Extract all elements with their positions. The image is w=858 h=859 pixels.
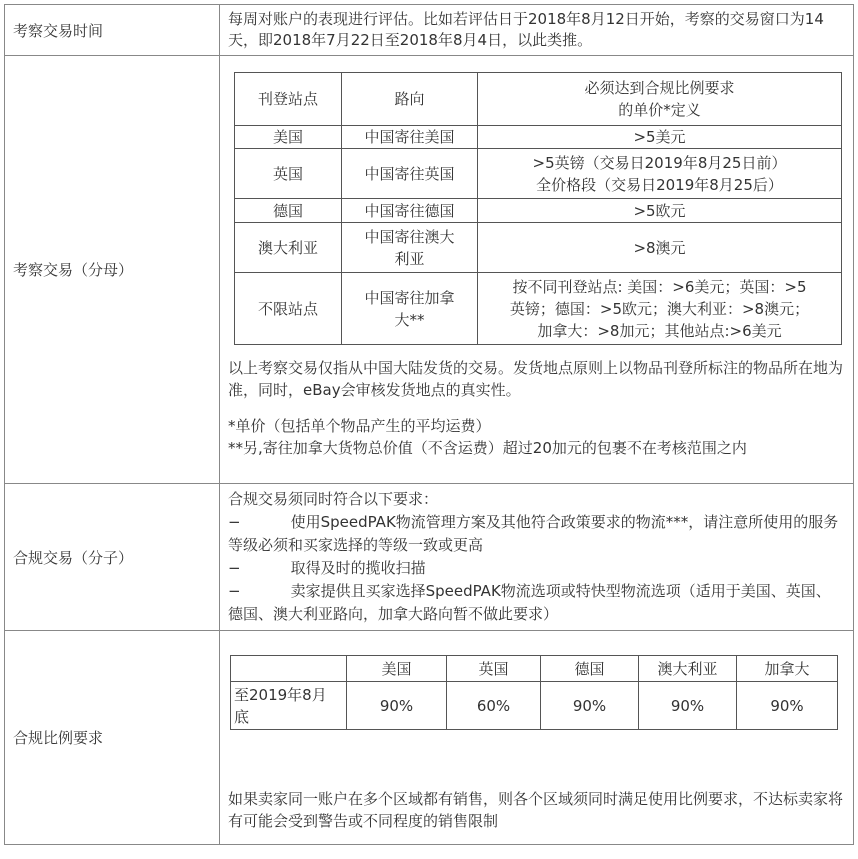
header-price: 必须达到合规比例要求 的单价*定义 (478, 73, 842, 126)
table-row (235, 126, 842, 149)
cell-numerator (220, 484, 854, 631)
site-cell: 美国 (235, 126, 342, 149)
route-cell: 中国寄往加拿 大** (342, 273, 478, 345)
row-numerator (5, 484, 854, 631)
label-evaluation-period: 考察交易时间 (5, 5, 220, 56)
ratio-value: 60% (447, 682, 541, 730)
dash-marker: − (228, 582, 241, 600)
site-cell: 不限站点 (235, 273, 342, 345)
route-cell: 中国寄往英国 (342, 149, 478, 199)
header-uk: 英国 (447, 656, 541, 682)
ratio-value-row (231, 682, 838, 730)
label-ratio: 合规比例要求 (5, 631, 220, 845)
note-canada: **另,寄往加拿大货物总价值（不含运费）超过20加元的包裹不在考核范围之内 (228, 439, 747, 457)
cell-ratio (220, 631, 854, 845)
route-cell: 中国寄往德国 (342, 199, 478, 223)
policy-table (4, 4, 854, 845)
table-row (235, 149, 842, 199)
ratio-value: 90% (639, 682, 737, 730)
ratio-value: 90% (541, 682, 639, 730)
header-ca: 加拿大 (737, 656, 838, 682)
row-denominator (5, 56, 854, 484)
requirement-item (228, 511, 845, 557)
ratio-table (230, 655, 838, 730)
ratio-value: 90% (347, 682, 447, 730)
table-row (235, 273, 842, 345)
price-cell: 按不同刊登站点: 美国：>6美元；英国：>5 英镑；德国：>5欧元；澳大利亚：>8澳元； 加拿大：>8加元；其他站点:>6美元 (478, 273, 842, 345)
price-cell: >8澳元 (478, 223, 842, 273)
price-cell: >5英镑（交易日2019年8月25日前） 全价格段（交易日2019年8月25后） (478, 149, 842, 199)
header-site: 刊登站点 (235, 73, 342, 126)
price-table-header (235, 73, 842, 126)
ratio-header-row (231, 656, 838, 682)
numerator-intro: 合规交易须同时符合以下要求： (228, 490, 439, 508)
requirement-text: 使用SpeedPAK物流管理方案及其他符合政策要求的物流***，请注意所使用的服务等级必须和买家选择的等级一致或更高 (228, 513, 839, 554)
note-unit-price: *单价（包括单个物品产生的平均运费） (228, 417, 491, 435)
price-cell: >5美元 (478, 126, 842, 149)
label-denominator: 考察交易（分母） (5, 56, 220, 484)
row-evaluation-period (5, 5, 854, 56)
requirement-item (228, 580, 845, 626)
requirement-item (228, 557, 845, 580)
requirement-text: 取得及时的揽收扫描 (290, 559, 426, 577)
row-ratio (5, 631, 854, 845)
ratio-value: 90% (737, 682, 838, 730)
note-origin: 以上考察交易仅指从中国大陆发货的交易。发货地点原则上以物品刊登所标注的物品所在地为准，同时，eBay会审核发货地点的真实性。 (228, 359, 844, 399)
dash-marker: − (228, 559, 241, 577)
site-cell: 英国 (235, 149, 342, 199)
dash-marker: − (228, 513, 241, 531)
site-cell: 澳大利亚 (235, 223, 342, 273)
header-blank (231, 656, 347, 682)
text-evaluation-period: 每周对账户的表现进行评估。比如若评估日于2018年8月12日开始，考察的交易窗口为14 天，即2018年7月22日至2018年8月4日，以此类推。 (220, 5, 854, 56)
price-cell: >5欧元 (478, 199, 842, 223)
route-cell: 中国寄往美国 (342, 126, 478, 149)
site-cell: 德国 (235, 199, 342, 223)
table-row (235, 223, 842, 273)
requirement-text: 卖家提供且买家选择SpeedPAK物流选项或特快型物流选项（适用于美国、英国、德国、澳大利亚路向，加拿大路向暂不做此要求） (228, 582, 831, 623)
header-us: 美国 (347, 656, 447, 682)
note-multi-region: 如果卖家同一账户在多个区域都有销售，则各个区域须同时满足使用比例要求，不达标卖家将有可能会受到警告或不同程度的销售限制 (228, 790, 844, 830)
header-de: 德国 (541, 656, 639, 682)
header-route: 路向 (342, 73, 478, 126)
period-label: 至2019年8月 底 (231, 682, 347, 730)
price-threshold-table (234, 72, 842, 345)
label-numerator: 合规交易（分子） (5, 484, 220, 631)
header-au: 澳大利亚 (639, 656, 737, 682)
cell-denominator (220, 56, 854, 484)
table-row (235, 199, 842, 223)
route-cell: 中国寄往澳大 利亚 (342, 223, 478, 273)
